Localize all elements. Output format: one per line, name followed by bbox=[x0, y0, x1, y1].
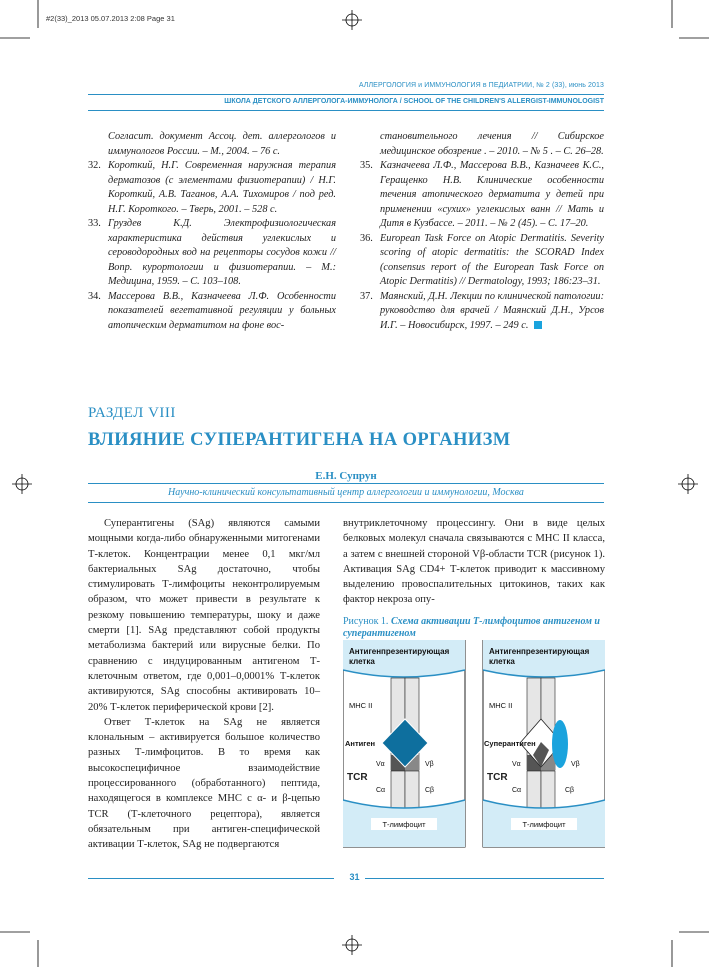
print-meta: #2(33)_2013 05.07.2013 2:08 Page 31 bbox=[46, 14, 175, 23]
header-rule-2 bbox=[88, 110, 604, 111]
school-header: ШКОЛА ДЕТСКОГО АЛЛЕРГОЛОГА-ИММУНОЛОГА / SCHOOL OF THE CHILDREN'S ALLERGIST-IMMUNOLOGIST bbox=[224, 98, 604, 105]
reference-item: 36. European Task Force on Atopic Dermatitis. Severity scoring of atopic dermatitis: the SCORAD Index (consensus report of the European Task Force on Atopic Dermatitis) // Dermatology, 1993; 186:23–31. bbox=[360, 232, 604, 287]
tcell-activation-figure bbox=[343, 640, 605, 848]
header-rule bbox=[88, 94, 604, 95]
journal-header: АЛЛЕРГОЛОГИЯ и ИММУНОЛОГИЯ в ПЕДИАТРИИ, № 2 (33), июнь 2013 bbox=[358, 82, 604, 89]
panel-superantigen bbox=[483, 640, 605, 847]
section-label: РАЗДЕЛ VIII bbox=[88, 405, 176, 421]
body-paragraph: Ответ Т-клеток на SAg не является клональным – активируется большое количество разных Т-лимфоцитов. В то время как высокоспецифичное взаимодействие процессированного (обработанного) пептида, находящегося в комплексе МНС с α- и β-цепью TCR (Т-клеточного рецептора), является обязательным при антиген-специфической активации Т-клеток, SAg не подвергаются bbox=[88, 716, 320, 851]
author: Е.Н. Супрун bbox=[315, 470, 377, 482]
panel-antigen bbox=[343, 640, 465, 847]
mhc-label: МНС II bbox=[489, 701, 513, 710]
reference-item: 32. Короткий, Н.Г. Современная наружная терапия дерматозов (с элементами физиотерапии) / Н.Г. Короткий, А.В. Таганов, А.А. Тихомиров / под ред. Н.Г. Короткого. – Тверь, 2001. – 528 с. bbox=[88, 160, 336, 215]
references-left bbox=[88, 130, 336, 333]
tcell-label: Т-лимфоцит bbox=[522, 820, 566, 829]
tcr-label: TCR bbox=[487, 772, 508, 783]
apc-label-line2: клетка bbox=[489, 657, 515, 666]
body-left bbox=[88, 516, 320, 853]
figure-label: Рисунок 1. bbox=[343, 616, 389, 627]
tcell-label: Т-лимфоцит bbox=[382, 820, 426, 829]
reference-item: 37. Маянский, Д.Н. Лекции по клинической патологии: руководство для врачей / Маянский Д.Н., Урсов И.Г. – Новосибирск, 1997. – 249 с. bbox=[360, 290, 604, 331]
ca-domain bbox=[391, 771, 405, 809]
apc-label-line1: Антигенпрезентирующая bbox=[489, 647, 590, 656]
footer-rule-right bbox=[365, 878, 604, 879]
body-right bbox=[343, 516, 605, 608]
ca-label: Cα bbox=[376, 787, 386, 794]
reference-item: становительного лечения // Сибирское медицинское обозрение . – 2010. – № 5 . – С. 26–28. bbox=[380, 131, 604, 157]
cb-label: Cβ bbox=[565, 787, 575, 794]
figure-caption bbox=[343, 616, 605, 640]
ligand-label: Суперантиген bbox=[484, 739, 536, 748]
vb-label: Vβ bbox=[425, 761, 434, 768]
figure-title: Схема активации Т-лимфоцитов антигеном и суперантигеном bbox=[343, 616, 600, 639]
reference-item: 33. Груздев К.Д. Электрофизиологическая характеристика действия углекислых и сероводородных вод на рецепторы сосудов кожи // Вопр. курортологии и физиотерапии. – М.: Медицина, 1959. – С. 103–108. bbox=[88, 218, 336, 287]
references-right bbox=[360, 130, 604, 333]
affiliation-rule bbox=[88, 502, 604, 503]
apc-label-line2: клетка bbox=[349, 657, 375, 666]
reference-item: Согласит. документ Ассоц. дет. аллергологов и иммунологов России. – М., 2004. – 76 с. bbox=[108, 131, 336, 157]
cb-domain bbox=[405, 771, 419, 809]
page-number: 31 bbox=[349, 872, 360, 882]
apc-label-line1: Антигенпрезентирующая bbox=[349, 647, 450, 656]
vb-label: Vβ bbox=[571, 761, 580, 768]
cb-domain bbox=[541, 771, 555, 809]
superantigen-ellipse bbox=[552, 720, 568, 768]
ligand-label: Антиген bbox=[345, 739, 376, 748]
va-label: Vα bbox=[376, 761, 385, 768]
article-title: ВЛИЯНИЕ СУПЕРАНТИГЕНА НА ОРГАНИЗМ bbox=[88, 430, 511, 450]
cb-label: Cβ bbox=[425, 787, 435, 794]
ca-domain bbox=[527, 771, 541, 809]
end-square-icon bbox=[534, 321, 542, 329]
author-rule bbox=[88, 483, 604, 484]
affiliation: Научно-клинический консультативный центр аллергологии и иммунологии, Москва bbox=[168, 487, 524, 498]
mhc-label: МНС II bbox=[349, 701, 373, 710]
body-paragraph: Суперантигены (SAg) являются самыми мощными когда-либо обнаруженными митогенами Т-клеток. Концентрации менее 0,1 мкг/мл бактериальных SAg достаточно, чтобы стимулировать Т-лимфоциты неконтролируемым образом, что может привести в результате к резкому повышению температуры, шоку и даже смерти [1]. SAg представляют собой продукты метаболизма бактерий или вирусные белки. По сравнению с индуцированным антигеном Т-клеточным ответом, где 0,001–0,0001% Т-клеток активируются, SAg способны активировать 10–20% Т-клеток периферической крови [2]. bbox=[88, 518, 320, 713]
body-paragraph: внутриклеточному процессингу. Они в виде целых белковых молекул сначала связываются с МНС II класса, а затем с внешней стороной Vβ-области TCR (рисунок 1). Активация SAg CD4+ Т-клеток приводит к массивному выделению провоспалительных цитокинов, таких как фактор некроза опу- bbox=[343, 518, 605, 606]
reference-item: 34. Массерова В.В., Казначеева Л.Ф. Особенности показателей вегетативной регуляции у больных атопическим дерматитом на фоне вос- bbox=[88, 290, 336, 331]
ca-label: Cα bbox=[512, 787, 522, 794]
reference-item: 35. Казначеева Л.Ф., Массерова В.В., Казначеев К.С., Геращенко Н.В. Клинические особенности течения атопического дерматита у детей при применении «сухих» углекислых ванн // Мать и Дитя в Кузбассе. – 2011. – № 2 (45). – С. 17–20. bbox=[360, 160, 604, 229]
va-label: Vα bbox=[512, 761, 521, 768]
tcr-label: TCR bbox=[347, 772, 368, 783]
